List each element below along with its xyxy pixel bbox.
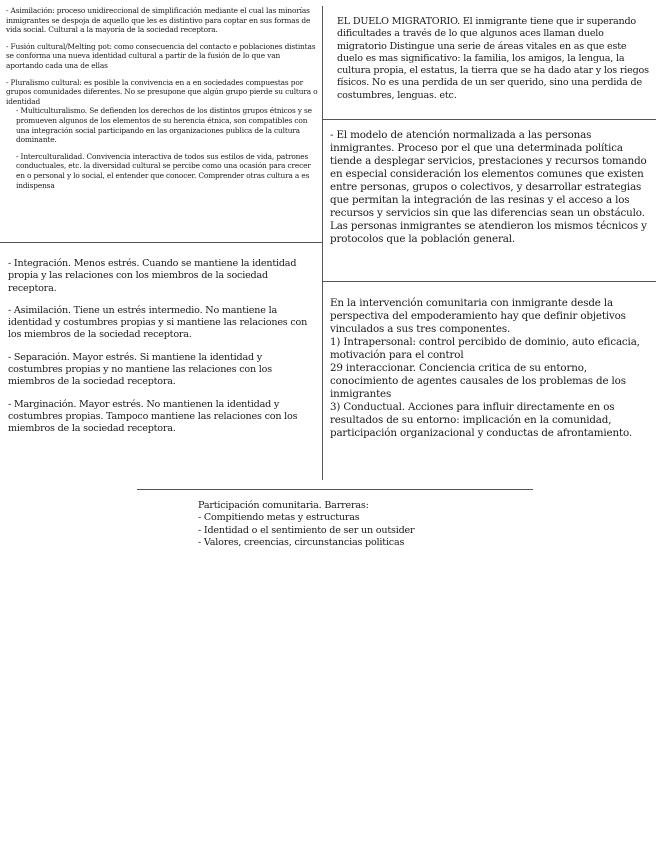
barrera-item: - Identidad o el sentimiento de ser un outsider bbox=[198, 524, 415, 536]
estrategias-aculturacion bbox=[8, 258, 318, 443]
definition-interculturalidad: - Interculturalidad. Convivencia interactiva de todos sus estilos de vida, patrones conductuales, etc. la diversidad cultural se percibe como una ocasión para crecer en o personal y lo social, el entender que conocer. Comprender otras cultura a es indispensa bbox=[16, 151, 311, 190]
estrategia-separacion: - Separación. Mayor estrés. Si mantiene la identidad y costumbres propias y no mantiene las relaciones con los miembros de la sociedad receptora. bbox=[8, 351, 272, 388]
definition-asimilacion: - Asimilación: proceso unidireccional de simplificación mediante el cual las minorías inmigrantes se despoja de aquello que les es distintivo para coptar en sus formas de vida social. Cultural a la mayoría de la sociedad receptora. bbox=[6, 6, 311, 35]
horizontal-divider-right-top bbox=[323, 119, 656, 120]
horizontal-divider-right-mid bbox=[323, 281, 656, 282]
duelo-migratorio-text: EL DUELO MIGRATORIO. El inmigrante tiene que ir superando dificultades a través de lo que algunos aces llaman duelo migratorio Distingue una serie de áreas vitales en as que este duelo es mas significativo: la familia, los amigos, la lengua, la cultura propia, el estatus, la tierra que se ha dado atar y los riegos físicos. No es una perdida de un ser querido, sino una perdida de costumbres, lenguas. etc. bbox=[337, 16, 649, 101]
barrera-item: - Valores, creencias, circunstancias politicas bbox=[198, 536, 405, 548]
definition-multiculturalismo: - Multiculturalismo. Se defienden los derechos de los distintos grupos étnicos y se promueven algunos de los elementos de su herencia étnica, son compatibles con una integración social participando en las organizaciones publica de la cultura dominante. bbox=[16, 106, 312, 145]
barreras-title: Participación comunitaria. Barreras: bbox=[198, 500, 369, 511]
componente-intrapersonal: 1) Intrapersonal: control percibido de dominio, auto eficacia, motivación para el control bbox=[330, 336, 640, 361]
duelo-migratorio bbox=[337, 16, 649, 109]
componente-conductual: 3) Conductual. Acciones para influir directamente en os resultados de su entorno: implicación en la comunidad, participación organizacional y conductas de afrontamiento. bbox=[330, 401, 632, 439]
horizontal-divider-bottom bbox=[137, 489, 533, 490]
barrera-item: - Compitiendo metas y estructuras bbox=[198, 512, 360, 524]
componente-interaccional: 29 interaccionar. Conciencia critica de su entorno, conocimiento de agentes causales de los problemas de los inmigrantes bbox=[330, 362, 626, 400]
definition-fusion-cultural: - Fusión cultural/Melting pot: como consecuencia del contacto e poblaciones distintas se conforma una nueva identidad cultural a partir de la fusión de lo que van aportando cada una de ellas bbox=[6, 41, 316, 70]
participacion-barreras bbox=[198, 500, 498, 549]
estrategia-integracion: - Integración. Menos estrés. Cuando se mantiene la identidad propia y las relaciones con los miembros de la sociedad receptora. bbox=[8, 258, 297, 294]
vertical-divider bbox=[322, 6, 323, 480]
estrategia-marginacion: - Marginación. Mayor estrés. No mantienen la identidad y costumbres propias. Tampoco mantiene las relaciones con los miembros de la sociedad receptora. bbox=[8, 398, 298, 435]
top-left-definitions bbox=[6, 6, 318, 197]
intervencion-comunitaria bbox=[330, 297, 650, 447]
modelo-atencion-text: - El modelo de atención normalizada a las personas inmigrantes. Proceso por el que una determinada política tiende a desplegar servicios, prestaciones y recursos tomando en especial consideración los elementos comunes que existen entre personas, grupos o colectivos, y desarrollar estrategias que permitan la integración de las resinas y el acceso a los recursos y servicios sin que las diferencias sean un obstáculo. Las personas inmigrantes se atendieron los mismos técnicos y protocolos que la población general. bbox=[330, 129, 647, 245]
definition-pluralismo: - Pluralismo cultural: es posible la convivencia en a en sociedades compuestas por grupos comunidades diferentes. No se presupone que algún grupo pierde su cultura o identidad bbox=[6, 77, 318, 106]
intervencion-intro: En la intervención comunitaria con inmigrante desde la perspectiva del empoderamiento hay que definir objetivos vinculados a sus tres componentes. bbox=[330, 297, 626, 335]
horizontal-divider-left bbox=[0, 242, 322, 243]
estrategia-asimilacion: - Asimilación. Tiene un estrés intermedio. No mantiene la identidad y costumbres propias y si mantiene las relaciones con los miembros de la sociedad receptora. bbox=[8, 304, 308, 341]
modelo-atencion bbox=[330, 129, 650, 253]
